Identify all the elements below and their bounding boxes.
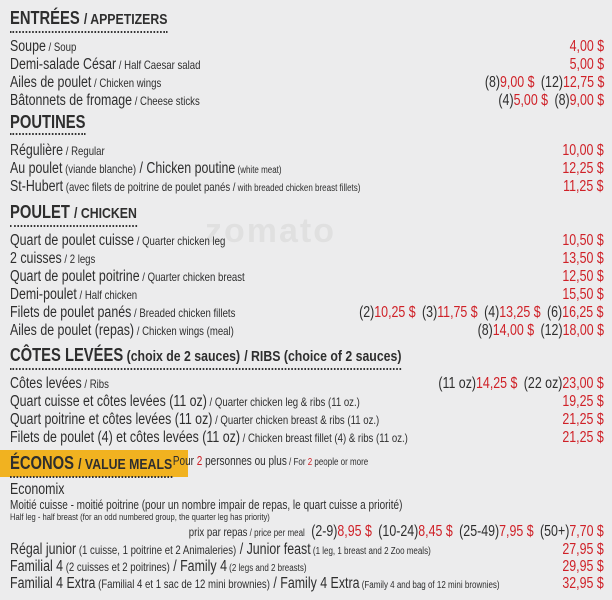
tier-price: 8,95 $	[337, 523, 373, 540]
item-name	[10, 268, 245, 286]
menu-item	[10, 178, 604, 196]
item-text-note: / Ribs	[81, 377, 109, 391]
heading-title	[10, 112, 85, 135]
item-text-main: / Junior feast	[236, 541, 311, 558]
tier-price: 7,70 $	[569, 523, 604, 540]
economix-desc-row	[10, 498, 604, 512]
item-prices	[570, 38, 604, 56]
note-text: personnes ou plus	[202, 454, 287, 468]
price: 10,00 $	[562, 142, 604, 159]
item-text-note: / Breaded chicken fillets	[131, 306, 236, 320]
heading-fr: POULET	[10, 202, 70, 222]
heading-note-en: (choice of 2 sauces)	[280, 348, 402, 365]
menu-item	[10, 268, 604, 286]
section-poutines	[10, 112, 604, 196]
note-number: 2	[307, 457, 312, 468]
item-name	[10, 393, 360, 411]
item-name	[10, 429, 408, 447]
item-text-main: / Family 4 Extra	[269, 575, 360, 592]
economix-desc-en: Half leg - half breast (for an odd numbered group, the quarter leg has priority)	[10, 512, 270, 523]
menu-item	[10, 142, 604, 160]
item-text-tiny: (1 leg, 1 breast and 2 Zoo meals)	[310, 546, 431, 557]
item-text-main: / Chicken poutine	[136, 160, 236, 177]
item-text-note: / Soup	[45, 40, 77, 54]
menu-item	[10, 322, 604, 340]
item-prices	[564, 178, 604, 196]
item-prices	[432, 375, 604, 393]
menu-item	[10, 92, 604, 110]
menu-item	[10, 250, 604, 268]
section-heading	[10, 202, 604, 228]
item-list	[10, 38, 604, 110]
item-name	[10, 56, 200, 74]
item-name	[10, 142, 105, 160]
section-ribs	[10, 345, 604, 447]
price: 21,25 $	[562, 429, 604, 446]
item-text-main: Régal junior	[10, 541, 77, 558]
item-prices	[563, 575, 604, 593]
watermark: zomato	[205, 212, 336, 250]
item-prices	[563, 142, 604, 160]
item-prices	[563, 558, 604, 576]
item-text-main: Familial 4	[10, 558, 64, 575]
item-list	[10, 232, 604, 340]
price: 16,25 $	[562, 304, 604, 321]
price: 4,00 $	[569, 38, 604, 55]
heading-title	[10, 453, 172, 478]
note-text: Pour	[172, 454, 197, 468]
item-text-main: Ailes de poulet (repas)	[10, 322, 135, 339]
menu-item	[10, 375, 604, 393]
economix-row	[10, 481, 604, 498]
item-text-note: (Familial 4 et 1 sac de 12 mini brownies)	[95, 577, 270, 591]
item-prices	[563, 393, 604, 411]
item-prices	[563, 286, 604, 304]
item-text-main: Côtes levées	[10, 375, 82, 392]
price: 14,25 $	[476, 375, 518, 392]
menu-item	[10, 56, 604, 74]
item-prices	[563, 268, 604, 286]
item-name	[10, 575, 500, 595]
item-name	[10, 375, 109, 393]
item-text-note: (avec filets de poitrine de poulet panés /	[63, 180, 236, 194]
price: 10,25 $	[374, 304, 417, 321]
price: 21,25 $	[562, 411, 604, 428]
note-text-en: / For	[286, 457, 308, 468]
item-prices	[563, 160, 604, 178]
item-name	[10, 74, 161, 92]
item-name	[10, 92, 200, 110]
section-heading	[10, 345, 604, 371]
menu-item	[10, 411, 604, 429]
portion-size: (8)	[554, 92, 570, 109]
tier-size: (10-24)	[378, 523, 419, 540]
section-appetizers	[10, 8, 604, 110]
menu-item	[10, 232, 604, 250]
menu-item	[10, 558, 604, 575]
price: 12,25 $	[562, 160, 604, 177]
item-prices	[563, 250, 604, 268]
item-text-note: / Chicken wings (meal)	[134, 324, 234, 338]
tier-price: 8,45 $	[418, 523, 453, 540]
heading-title	[10, 345, 401, 370]
price-label-fr: prix par repas	[188, 525, 248, 539]
economix-desc-fr: Moitié cuisse - moitié poitrine (pour un nombre impair de repas, le quart cuisse a priorité)	[10, 498, 403, 512]
item-text-main: Quart cuisse et côtes levées (11 oz)	[10, 393, 207, 410]
item-prices	[478, 74, 604, 92]
menu-item	[10, 429, 604, 447]
heading-en: / CHICKEN	[73, 205, 137, 222]
portion-size: (4)	[484, 304, 500, 321]
menu-item	[10, 160, 604, 178]
item-prices	[471, 322, 604, 340]
item-prices	[563, 429, 604, 447]
portion-size: (12)	[540, 322, 563, 339]
item-name	[10, 178, 360, 198]
item-text-main: St-Hubert	[10, 178, 64, 195]
price: 13,25 $	[499, 304, 542, 321]
heading-note: (choix de 2 sauces)	[123, 348, 241, 365]
economix-desc-en-row	[10, 512, 604, 523]
item-text-main: 2 cuisses	[10, 250, 62, 267]
item-text-note: / Chicken breast fillet (4) & ribs (11 oz.)	[239, 431, 408, 445]
portion-size: (8)	[484, 74, 500, 91]
item-text-main: Au poulet	[10, 160, 63, 177]
portion-size: (4)	[498, 92, 514, 109]
item-text-main: Soupe	[10, 38, 46, 55]
tier-size: (2-9)	[311, 523, 338, 540]
heading-fr: POUTINES	[10, 112, 86, 132]
heading-fr: ENTRÉES	[10, 8, 80, 28]
section-chicken	[10, 202, 604, 340]
item-text-note: (1 cuisse, 1 poitrine et 2 Animaleries)	[76, 543, 237, 557]
item-name	[10, 38, 76, 56]
item-text-tiny: (Family 4 and bag of 12 mini brownies)	[359, 580, 500, 591]
item-text-note: / Half chicken	[76, 288, 138, 302]
item-text-note: / Chicken wings	[91, 76, 162, 90]
value-meal-list	[10, 541, 604, 592]
item-text-main: Quart de poulet poitrine	[10, 268, 140, 285]
tier-size: (25-49)	[459, 523, 500, 540]
item-text-main: Ailes de poulet	[10, 74, 92, 91]
item-name	[10, 160, 282, 180]
price: 9,00 $	[569, 92, 604, 109]
section-heading	[10, 8, 604, 34]
heading-title	[10, 8, 167, 33]
item-text-note: / Quarter chicken leg	[134, 234, 226, 248]
item-text-note: / 2 legs	[61, 252, 96, 266]
heading-en: / RIBS	[244, 348, 281, 365]
economix-prices	[189, 523, 604, 543]
item-text-note: (2 cuisses et 2 poitrines)	[63, 560, 170, 574]
note-number: 2	[196, 454, 203, 468]
item-text-main: Demi-poulet	[10, 286, 77, 303]
item-name	[10, 304, 235, 322]
menu-item	[10, 304, 604, 322]
economix-price-row	[10, 523, 604, 541]
tier-price: 7,95 $	[499, 523, 534, 540]
note-text-en: people or more	[311, 457, 368, 468]
price: 23,00 $	[562, 375, 604, 392]
item-text-note: (viande blanche)	[62, 162, 137, 176]
item-text-note: / Quarter chicken leg & ribs (11 oz.)	[206, 395, 360, 409]
item-prices	[570, 56, 604, 74]
price-label-en: / price per meal	[247, 528, 306, 539]
item-name	[10, 322, 234, 340]
item-prices	[563, 541, 604, 559]
group-size-note	[173, 454, 368, 468]
section-heading	[0, 450, 368, 477]
price: 19,25 $	[562, 393, 604, 410]
item-text-main: / Family 4	[169, 558, 227, 575]
portion-size: (3)	[422, 304, 438, 321]
item-text-main: Demi-salade César	[10, 56, 117, 73]
economix-title: Economix	[10, 481, 65, 498]
portion-size: (2)	[359, 304, 375, 321]
heading-fr: ÉCONOS	[10, 453, 74, 473]
menu-item	[10, 74, 604, 92]
item-prices	[492, 92, 604, 110]
item-text-main: Filets de poulet panés	[10, 304, 132, 321]
heading-title	[10, 202, 137, 227]
portion-size: (12)	[540, 74, 563, 91]
price: 12,75 $	[562, 74, 604, 91]
portion-size: (8)	[477, 322, 493, 339]
item-prices	[353, 304, 604, 322]
price: 11,25 $	[563, 178, 604, 195]
price: 18,00 $	[562, 322, 604, 339]
item-prices	[563, 411, 604, 429]
item-prices	[563, 232, 604, 250]
portion-size: (22 oz)	[524, 375, 563, 392]
menu-item	[10, 393, 604, 411]
item-text-tiny: with breaded chicken breast fillets)	[235, 183, 361, 194]
menu-item	[10, 38, 604, 56]
item-text-main: Quart poitrine et côtes levées (11 oz)	[10, 411, 213, 428]
menu-item	[10, 286, 604, 304]
price: 27,95 $	[562, 541, 604, 558]
item-name	[10, 250, 95, 268]
portion-size: (11 oz)	[438, 375, 477, 392]
price: 29,95 $	[562, 558, 604, 575]
menu-item	[10, 575, 604, 592]
price: 12,50 $	[562, 268, 604, 285]
price: 10,50 $	[562, 232, 604, 249]
item-name	[10, 286, 137, 304]
item-text-main: Filets de poulet (4) et côtes levées (11 oz)	[10, 429, 240, 446]
portion-size: (6)	[547, 304, 563, 321]
price: 5,00 $	[569, 56, 604, 73]
item-text-note: / Cheese sticks	[132, 94, 200, 108]
item-list	[10, 375, 604, 447]
item-text-main: Bâtonnets de fromage	[10, 92, 133, 109]
section-heading	[10, 112, 604, 138]
item-text-tiny: (2 legs and 2 breasts)	[226, 563, 307, 574]
item-list	[10, 142, 604, 196]
price: 15,50 $	[562, 286, 604, 303]
heading-fr: CÔTES LEVÉES	[10, 345, 124, 365]
item-text-note: / Regular	[63, 144, 105, 158]
price: 13,50 $	[562, 250, 604, 267]
tier-size: (50+)	[540, 523, 570, 540]
heading-en: / VALUE MEALS	[78, 456, 173, 473]
item-text-note: / Half Caesar salad	[116, 58, 201, 72]
price: 9,00 $	[499, 74, 535, 91]
heading-en: / APPETIZERS	[83, 11, 168, 28]
item-name	[10, 411, 379, 429]
price: 32,95 $	[562, 575, 604, 592]
menu-item	[10, 541, 604, 558]
price: 11,75 $	[437, 304, 479, 321]
item-text-tiny: (white meat)	[235, 165, 282, 176]
price: 14,00 $	[492, 322, 535, 339]
item-text-note: / Quarter chicken breast	[139, 270, 245, 284]
item-text-note: / Quarter chicken breast & ribs (11 oz.)	[212, 413, 380, 427]
item-name	[10, 232, 225, 250]
price: 5,00 $	[513, 92, 548, 109]
item-text-main: Familial 4 Extra	[10, 575, 96, 592]
item-text-main: Quart de poulet cuisse	[10, 232, 135, 249]
section-value-meals	[10, 450, 604, 592]
item-text-main: Régulière	[10, 142, 64, 159]
